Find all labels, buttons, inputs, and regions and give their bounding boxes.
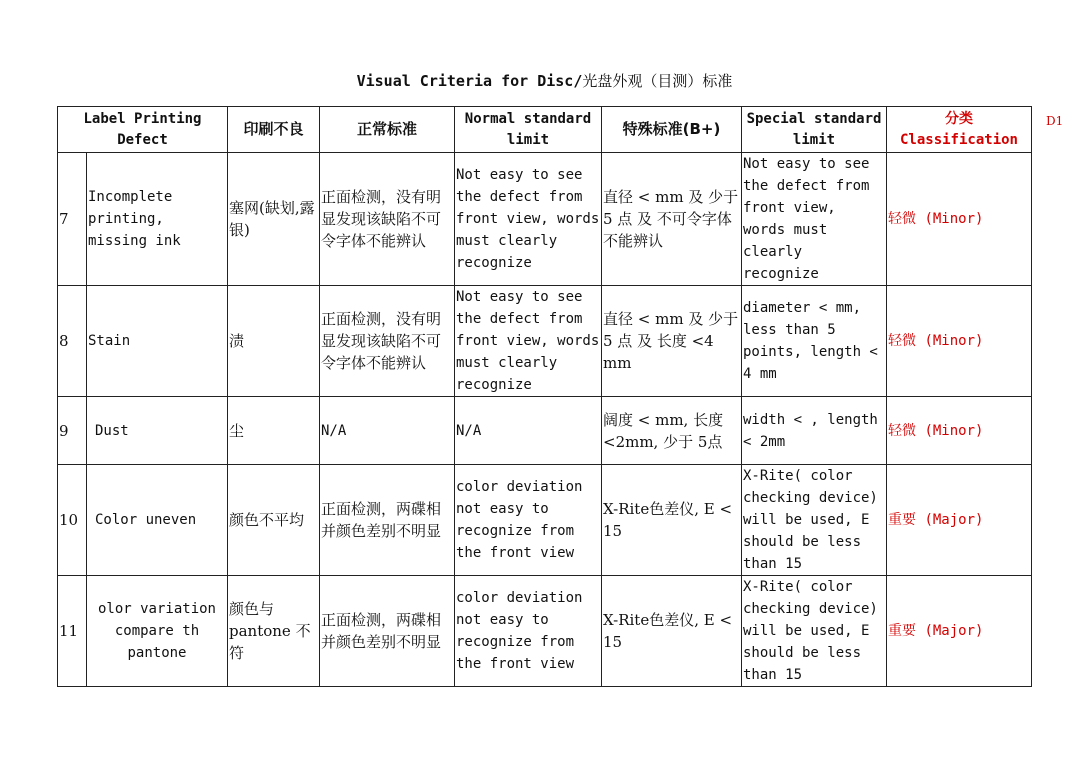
defect-name: olor variation compare th pantone: [87, 576, 228, 687]
classification-cn: 轻微: [888, 333, 916, 349]
table-row: [58, 286, 1032, 397]
special-cn: 直径 < mm 及 少于 5 点 及 长度 <4 mm: [602, 286, 742, 397]
classification: [887, 576, 1032, 687]
title-cn: 光盘外观（目测）标准: [582, 72, 733, 90]
row-number: 11: [58, 576, 87, 687]
row-number: 9: [58, 397, 87, 465]
normal-en: color deviation not easy to recognize from the front view: [455, 576, 602, 687]
normal-cn: N/A: [320, 397, 455, 465]
defect-name: Incomplete printing, missing ink: [87, 153, 228, 286]
normal-cn: 正面检测，没有明显发现该缺陷不可令字体不能辨认: [320, 153, 455, 286]
special-cn: 直径 < mm 及 少于 5 点 及 不可令字体不能辨认: [602, 153, 742, 286]
defect-name: Stain: [87, 286, 228, 397]
row-number: 10: [58, 465, 87, 576]
classification: [887, 397, 1032, 465]
defect-name: Color uneven: [87, 465, 228, 576]
row-number: 7: [58, 153, 87, 286]
defect-cn: 塞网(缺划,露银): [228, 153, 320, 286]
special-en: Not easy to see the defect from front view, words must clearly recognize: [742, 153, 887, 286]
classification: [887, 286, 1032, 397]
special-en: X-Rite( color checking device) will be used, E should be less than 15: [742, 576, 887, 687]
defect-cn: 渍: [228, 286, 320, 397]
defect-cn: 颜色不平均: [228, 465, 320, 576]
classification-en: (Minor): [924, 333, 984, 349]
defect-cn: 颜色与pantone 不符: [228, 576, 320, 687]
header-classification-cn: 分类: [945, 110, 973, 127]
special-cn: X-Rite色差仪, E < 15: [602, 576, 742, 687]
classification-en: (Major): [924, 623, 984, 639]
header-cn-defect: 印刷不良: [228, 107, 320, 153]
normal-cn: 正面检测，没有明显发现该缺陷不可令字体不能辨认: [320, 286, 455, 397]
header-special-cn: 特殊标准(B+): [602, 107, 742, 153]
table-row: [58, 465, 1032, 576]
classification-cn: 重要: [888, 512, 916, 528]
side-label: D1: [1046, 114, 1064, 128]
classification: [887, 465, 1032, 576]
header-normal-cn: 正常标准: [320, 107, 455, 153]
classification: [887, 153, 1032, 286]
title-en: Visual Criteria for Disc/: [356, 72, 583, 90]
classification-cn: 轻微: [888, 422, 916, 439]
special-cn: X-Rite色差仪, E < 15: [602, 465, 742, 576]
classification-cn: 重要: [888, 623, 916, 639]
page-title: [0, 70, 1089, 91]
table-row: [58, 576, 1032, 687]
normal-en: N/A: [455, 397, 602, 465]
classification-en: (Minor): [924, 211, 984, 227]
header-normal-limit: Normal standard limit: [455, 107, 602, 153]
normal-cn: 正面检测，两碟相并颜色差别不明显: [320, 465, 455, 576]
normal-en: Not easy to see the defect from front view, words must clearly recognize: [455, 286, 602, 397]
special-cn: 阔度 < mm, 长度<2mm, 少于 5点: [602, 397, 742, 465]
criteria-table: [57, 106, 1032, 687]
header-classification: [887, 107, 1032, 153]
row-number: 8: [58, 286, 87, 397]
special-en: width < , length < 2mm: [742, 397, 887, 465]
defect-name: Dust: [87, 397, 228, 465]
normal-cn: 正面检测，两碟相并颜色差别不明显: [320, 576, 455, 687]
header-defect: Label Printing Defect: [58, 107, 228, 153]
classification-cn: 轻微: [888, 211, 916, 227]
header-row: [58, 107, 1032, 153]
header-special-limit: Special standard limit: [742, 107, 887, 153]
special-en: X-Rite( color checking device) will be used, E should be less than 15: [742, 465, 887, 576]
normal-en: Not easy to see the defect from front view, words must clearly recognize: [455, 153, 602, 286]
table-row: [58, 153, 1032, 286]
defect-cn: 尘: [228, 397, 320, 465]
classification-en: (Major): [924, 512, 984, 528]
header-classification-en: Classification: [899, 131, 1018, 148]
normal-en: color deviation not easy to recognize from the front view: [455, 465, 602, 576]
table-row: [58, 397, 1032, 465]
classification-en: (Minor): [924, 422, 984, 439]
special-en: diameter < mm, less than 5 points, length < 4 mm: [742, 286, 887, 397]
